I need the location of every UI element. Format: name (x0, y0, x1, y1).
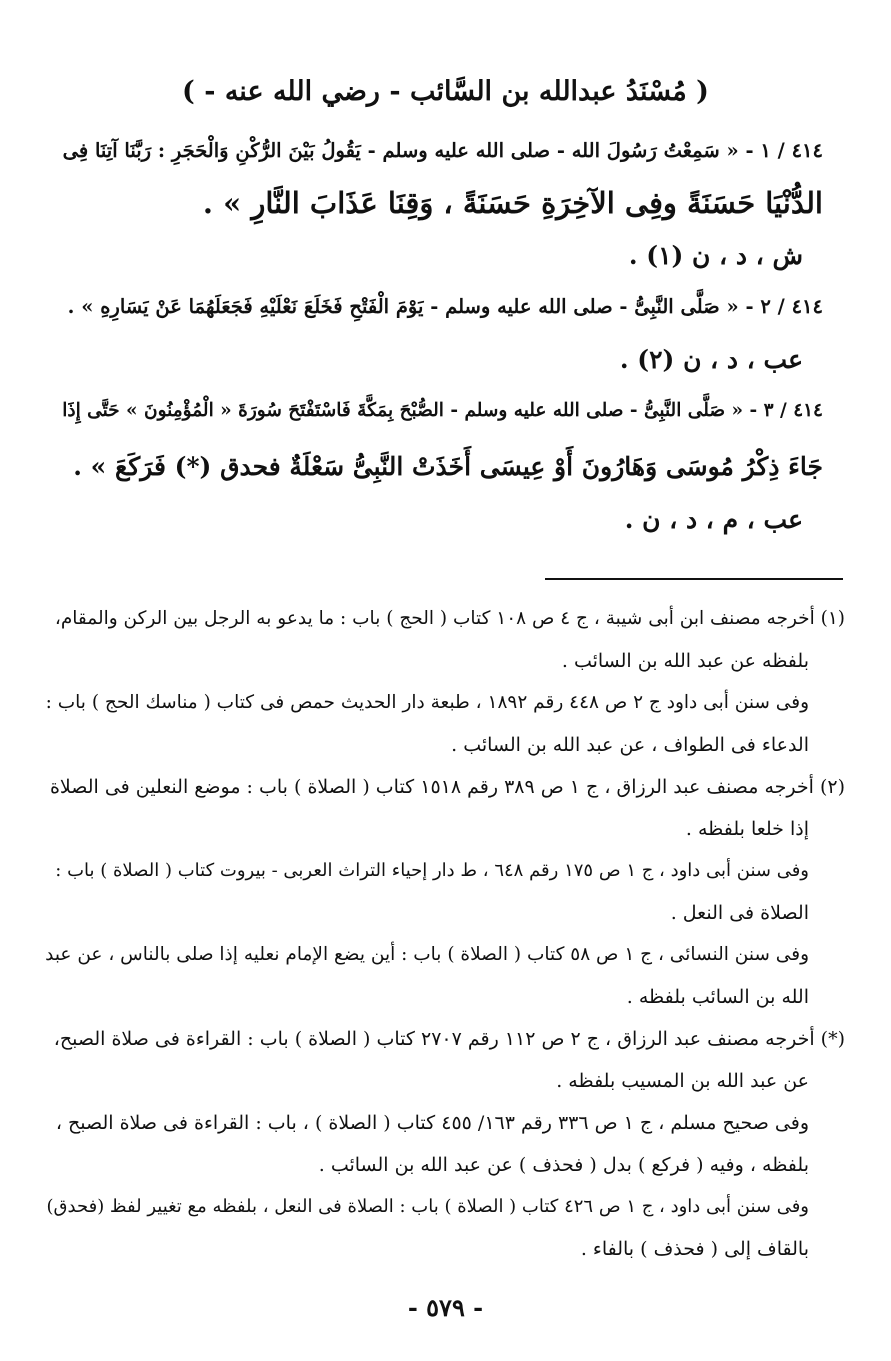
footnote-star-line-1: (*) أخرجه مصنف عبد الرزاق ، ج ٢ ص ١١٢ رقم ٢٧٠٧ كتاب ( الصلاة ) باب : القراءة فى صلاة الصبح، (53, 1028, 845, 1050)
hadith-3-line-1: ٤١٤ / ٣ - « صَلَّى النَّبِىُّ - صلى الله عليه وسلم - الصُّبْحَ بِمَكَّةَ فَاسْتَفْتَحَ سُورَةَ « الْمُؤْمِنُونَ » حَتَّى إِذَا (62, 400, 823, 421)
footnote-2-line-6: الله بن السائب بلفظه . (626, 986, 809, 1008)
footnote-1-line-3: وفى سنن أبى داود ج ٢ ص ٤٤٨ رقم ١٨٩٢ ، طبعة دار الحديث حمص فى كتاب ( مناسك الحج ) باب : (45, 692, 809, 713)
page-number: - ٥٧٩ - (407, 1293, 484, 1322)
hadith-1-line-2: الدُّنْيَا حَسَنَةً وفِى الآخِرَةِ حَسَنَةً ، وَقِنَا عَذَابَ النَّارِ » . (202, 186, 823, 220)
hadith-1-sources: ش ، د ، ن (١) . (628, 241, 803, 270)
footnote-1-line-2: بلفظه عن عبد الله بن السائب . (561, 650, 809, 672)
footnote-1-line-4: الدعاء فى الطواف ، عن عبد الله بن السائب . (451, 734, 809, 756)
footnote-2-line-2: إذا خلعا بلفظه . (685, 818, 809, 840)
section-heading: ( مُسْنَدُ عبدالله بن السَّائب - رضي الله عنه - ) (182, 76, 709, 107)
hadith-1-line-1: ٤١٤ / ١ - « سَمِعْتُ رَسُولَ الله - صلى الله عليه وسلم - يَقُولُ بَيْنَ الرُّكْنِ وَالْحَجَرِ : رَبَّنَا آتِنَا فِى (62, 139, 823, 162)
footnote-2-line-3: وفى سنن أبى داود ، ج ١ ص ١٧٥ رقم ٦٤٨ ، ط دار إحياء التراث العربى - بيروت كتاب ( الصلاة ) باب : (55, 860, 809, 881)
footnote-divider (545, 578, 843, 580)
footnote-star-line-3: وفى صحيح مسلم ، ج ١ ص ٣٣٦ رقم ١٦٣/ ٤٥٥ كتاب ( الصلاة ) ، باب : القراءة فى صلاة الصبح ، (55, 1112, 809, 1134)
footnote-star-line-4: بلفظه ، وفيه ( فركع ) بدل ( فحذف ) عن عبد الله بن السائب . (318, 1154, 809, 1176)
footnote-star-line-2: عن عبد الله بن المسيب بلفظه . (556, 1070, 809, 1092)
footnote-2-line-1: (٢) أخرجه مصنف عبد الرزاق ، ج ١ ص ٣٨٩ رقم ١٥١٨ كتاب ( الصلاة ) باب : موضع النعلين فى الصلاة (49, 776, 845, 798)
footnote-2-line-5: وفى سنن النسائى ، ج ١ ص ٥٨ كتاب ( الصلاة ) باب : أين يضع الإمام نعليه إذا صلى بالناس ، عن عبد (45, 944, 809, 965)
hadith-3-sources: عب ، م ، د ، ن . (624, 505, 803, 534)
hadith-2-line-1: ٤١٤ / ٢ - « صَلَّى النَّبِىُّ - صلى الله عليه وسلم - يَوْمَ الْفَتْحِ فَخَلَعَ نَعْلَيْهِ فَجَعَلَهُمَا عَنْ يَسَارِهِ » . (67, 295, 823, 318)
footnote-star-line-6: بالقاف إلى ( فحذف ) بالفاء . (580, 1238, 809, 1260)
footnote-2-line-4: الصلاة فى النعل . (670, 902, 809, 924)
footnote-star-line-5: وفى سنن أبى داود ، ج ١ ص ٤٢٦ كتاب ( الصلاة ) باب : الصلاة فى النعل ، بلفظه مع تغيير لفظ (فحدق) (46, 1196, 809, 1217)
hadith-2-sources: عب ، د ، ن (٢) . (619, 345, 803, 374)
footnote-1-line-1: (١) أخرجه مصنف ابن أبى شيبة ، ج ٤ ص ١٠٨ كتاب ( الحج ) باب : ما يدعو به الرجل بين الركن والمقام، (54, 608, 845, 629)
hadith-3-line-2: جَاءَ ذِكْرُ مُوسَى وَهَارُونَ أَوْ عِيسَى أَخَذَتْ النَّبِىُّ سَعْلَةٌ فحدق (*) فَرَكَعَ » . (73, 452, 823, 481)
